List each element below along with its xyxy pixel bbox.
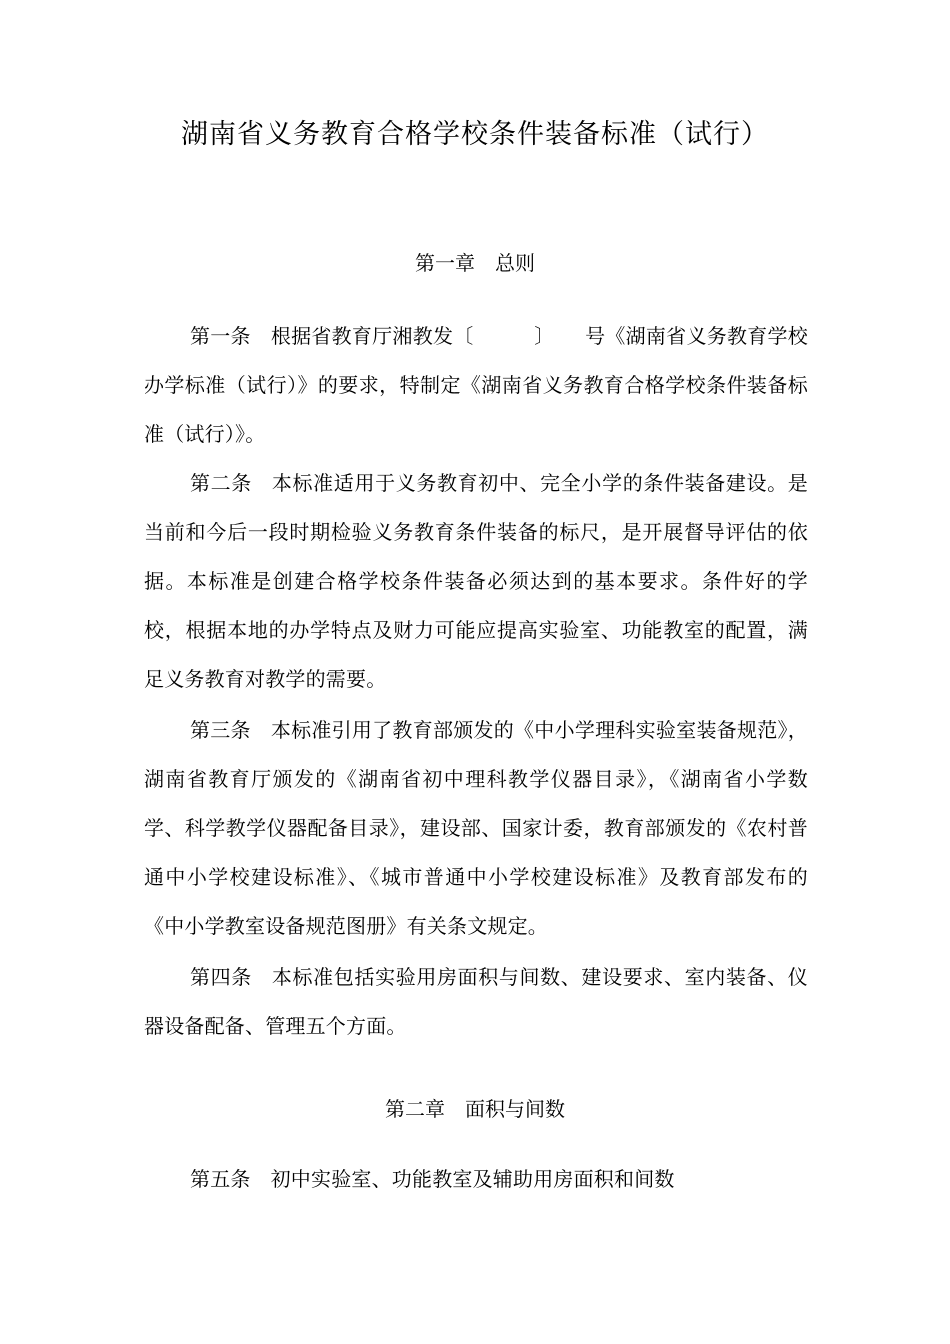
article-text: 初中实验室、功能教室及辅助用房面积和间数 xyxy=(270,1167,675,1191)
article-1 xyxy=(144,312,808,459)
article-number: 第二条 xyxy=(190,471,252,495)
chapter-heading-1: 第一章 总则 xyxy=(415,251,535,275)
article-number: 第一条 xyxy=(190,324,251,348)
article-5 xyxy=(144,1155,808,1204)
article-number: 第五条 xyxy=(190,1167,251,1191)
article-2 xyxy=(144,459,808,704)
article-text: 本标准包括实验用房面积与间数、建设要求、室内装备、仪器设备配备、管理五个方面。 xyxy=(144,965,808,1038)
article-number: 第三条 xyxy=(190,718,251,742)
article-text: 本标准引用了教育部颁发的《中小学理科实验室装备规范》，湖南省教育厅颁发的《湖南省初中理科教学仪器目录》，《湖南省小学数学、科学教学仪器配备目录》，建设部、国家计委，教育部颁发的《农村普通中小学校建设标准》、《城市普通中小学校建设标准》及教育部发布的《中小学教室设备规范图册》有关条文规定。 xyxy=(144,718,808,938)
chapter-heading-2: 第二章 面积与间数 xyxy=(385,1097,565,1121)
article-4 xyxy=(144,953,808,1051)
document-title: 湖南省义务教育合格学校条件装备标准（试行） xyxy=(181,119,769,150)
article-number: 第四条 xyxy=(190,965,252,989)
article-text: 本标准适用于义务教育初中、完全小学的条件装备建设。是当前和今后一段时期检验义务教育条件装备的标尺，是开展督导评估的依据。本标准是创建合格学校条件装备必须达到的基本要求。条件好的学校，根据本地的办学特点及财力可能应提高实验室、功能教室的配置，满足义务教育对教学的需要。 xyxy=(144,471,808,691)
article-text: 根据省教育厅湘教发〔 〕 号《湖南省义务教育学校办学标准（试行）》的要求，特制定《湖南省义务教育合格学校条件装备标准（试行）》。 xyxy=(144,324,808,446)
article-3 xyxy=(144,706,808,951)
